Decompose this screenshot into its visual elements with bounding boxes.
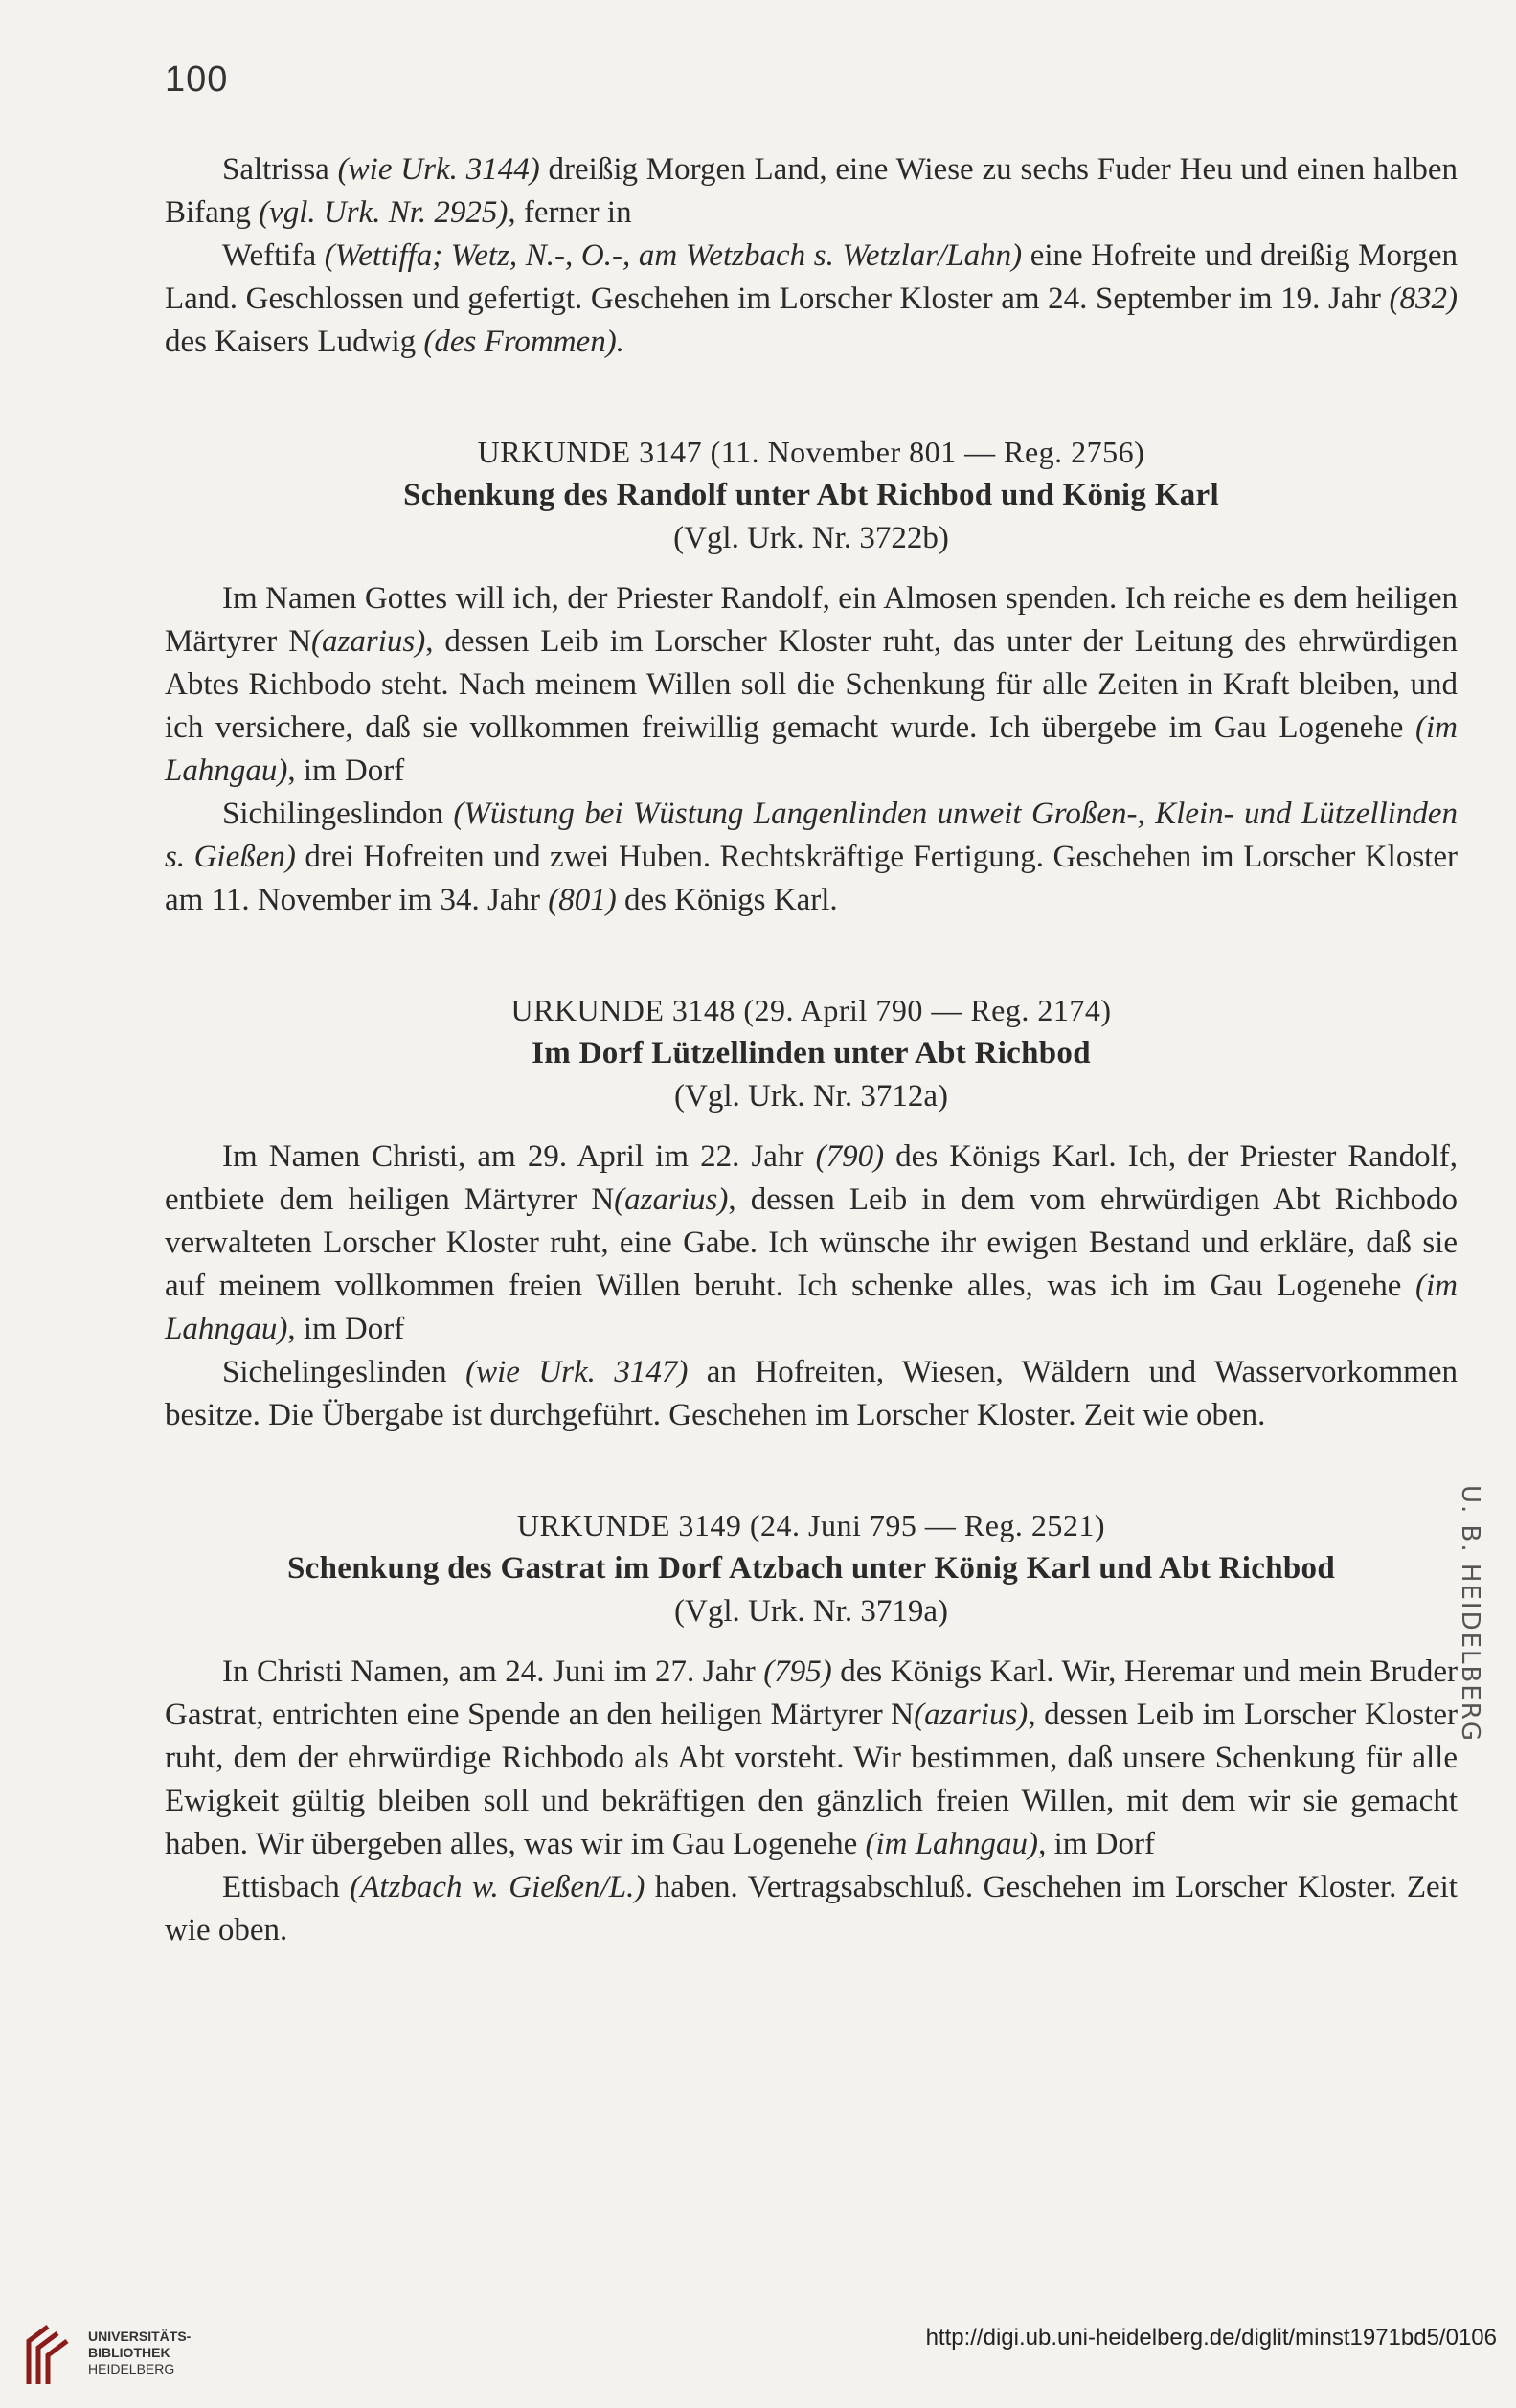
italic-annotation: (Atzbach w. Gießen/L.): [350, 1870, 645, 1904]
italic-annotation: (vgl. Urk. Nr. 2925): [259, 195, 509, 230]
text-run: , dessen Leib im Lorscher Kloster ruht, das unter der Leitung des ehrwürdigen Abtes Richbodo steht. Nach meinem Willen soll die Schenkung für alle Zeiten in Kraft bleiben, und ich versichere, daß sie vollkommen freiwillig gemacht wurde. Ich übergebe im Gau Logenehe: [165, 624, 1458, 745]
paragraph: [165, 793, 1458, 922]
charter-title: Schenkung des Gastrat im Dorf Atzbach unter König Karl und Abt Richbod: [287, 1551, 1335, 1586]
italic-annotation: (azarius): [311, 624, 426, 659]
italic-annotation: (Wüstung bei Wüstung Langenlinden unweit Großen-, Klein- und Lützellinden s. Gießen): [165, 797, 1458, 874]
text-run: , dessen Leib in dem vom ehrwürdigen Abt Richbodo verwalteten Lorscher Kloster ruht, eine Gabe. Ich wünsche ihr ewigen Bestand und erkläre, daß sie auf meinem vollkommen freien Willen beruht. Ich schenke alles, was ich im Gau Logenehe: [165, 1182, 1458, 1303]
logo-line-2: BIBLIOTHEK: [88, 2345, 170, 2360]
text-run: , im Dorf: [1038, 1827, 1155, 1861]
charter-reference: URKUNDE 3148 (29. April 790 — Reg. 2174): [510, 993, 1112, 1027]
logo-line-3: HEIDELBERG: [88, 2361, 175, 2376]
italic-annotation: (azarius): [614, 1182, 729, 1217]
paragraph: [165, 148, 1458, 235]
charter-reference: URKUNDE 3147 (11. November 801 — Reg. 2756): [477, 435, 1145, 469]
text-run: des Königs Karl.: [616, 883, 838, 917]
library-logo-text: [88, 2329, 191, 2377]
text-run: Sichelingeslinden: [222, 1355, 466, 1389]
charter-reference: URKUNDE 3149 (24. Juni 795 — Reg. 2521): [516, 1508, 1106, 1542]
text-run: Saltrissa: [222, 152, 338, 187]
charter-cross-reference: (Vgl. Urk. Nr. 3719a): [674, 1594, 948, 1629]
paragraph: [165, 1651, 1458, 1866]
text-run: eine Hofreite und dreißig Morgen Land. Geschlossen und gefertigt. Geschehen im Lorscher Kloster am 24. September im 19. Jahr: [165, 238, 1458, 316]
italic-annotation: (801): [548, 883, 617, 917]
charter-cross-reference: (Vgl. Urk. Nr. 3722b): [673, 521, 949, 555]
text-run: Ettisbach: [222, 1870, 351, 1904]
italic-annotation: (des Frommen).: [423, 325, 624, 359]
text-run: Im Namen Christi, am 29. April im 22. Jahr: [222, 1139, 816, 1174]
italic-annotation: (im Lahngau): [165, 1269, 1458, 1346]
charter-cross-reference: (Vgl. Urk. Nr. 3712a): [674, 1079, 948, 1114]
italic-annotation: (832): [1389, 281, 1458, 316]
charter-title: Schenkung des Randolf unter Abt Richbod und König Karl: [403, 478, 1219, 512]
italic-annotation: (795): [763, 1654, 832, 1689]
paragraph: [165, 1866, 1458, 1952]
paragraph: [165, 1351, 1458, 1437]
text-run: Im Namen Gottes will ich, der Priester Randolf, ein Almosen spenden. Ich reiche es dem heiligen Märtyrer N: [165, 581, 1458, 659]
text-run: dreißig Morgen Land, eine Wiese zu sechs Fuder Heu und einen halben Bifang: [165, 152, 1458, 230]
text-run: des Königs Karl. Ich, der Priester Randolf, entbiete dem heiligen Märtyrer N: [165, 1139, 1458, 1217]
text-run: , ferner in: [508, 195, 632, 230]
italic-annotation: (wie Urk. 3144): [337, 152, 540, 187]
library-stamp: U. B. HEIDELBERG: [1456, 1484, 1484, 1743]
italic-annotation: (im Lahngau): [165, 710, 1458, 788]
library-logo[interactable]: [19, 2317, 211, 2394]
paragraph: [165, 577, 1458, 793]
text-run: , im Dorf: [287, 754, 405, 788]
paragraph: [165, 235, 1458, 364]
text-run: Weftifa: [222, 238, 325, 273]
page-number: 100: [165, 59, 229, 100]
text-run: In Christi Namen, am 24. Juni im 27. Jahr: [222, 1654, 764, 1689]
text-run: des Kaisers Ludwig: [165, 325, 424, 359]
text-run: Sichilingeslindon: [222, 797, 454, 831]
logo-line-1: UNIVERSITÄTS-: [88, 2329, 192, 2344]
text-run: , dessen Leib im Lorscher Kloster ruht, dem der ehrwürdige Richbodo als Abt vorsteht. Wir bestimmen, daß unsere Schenkung für alle Ewigkeit gültig bleiben soll und bekräftigen den gänzlich freien Willen, mit dem wir sie gemacht haben. Wir übergeben alles, was wir im Gau Logenehe: [165, 1698, 1458, 1861]
library-logo-icon: [19, 2317, 77, 2394]
footer: [0, 2298, 1516, 2408]
italic-annotation: (azarius): [914, 1698, 1029, 1732]
italic-annotation: (wie Urk. 3147): [465, 1355, 689, 1389]
text-run: haben. Vertragsabschluß. Geschehen im Lorscher Kloster. Zeit wie oben.: [165, 1870, 1458, 1947]
italic-annotation: (Wettiffa; Wetz, N.-, O.-, am Wetzbach s. Wetzlar/Lahn): [324, 238, 1023, 273]
italic-annotation: (790): [815, 1139, 885, 1174]
text-run: , im Dorf: [287, 1312, 405, 1346]
text-run: an Hofreiten, Wiesen, Wäldern und Wasservorkommen besitze. Die Übergabe ist durchgeführt. Geschehen im Lorscher Kloster. Zeit wie oben.: [165, 1355, 1458, 1432]
text-run: drei Hofreiten und zwei Huben. Rechtskräftige Fertigung. Geschehen im Lorscher Kloster am 11. November im 34. Jahr: [165, 840, 1458, 917]
italic-annotation: (im Lahngau): [865, 1827, 1039, 1861]
document-body: [165, 148, 1458, 1952]
source-url[interactable]: http://digi.ub.uni-heidelberg.de/diglit/minst1971bd5/0106: [925, 2325, 1497, 2351]
text-run: des Königs Karl. Wir, Heremar und mein Bruder Gastrat, entrichten eine Spende an den heiligen Märtyrer N: [165, 1654, 1458, 1732]
paragraph: [165, 1136, 1458, 1351]
charter-title: Im Dorf Lützellinden unter Abt Richbod: [532, 1036, 1091, 1070]
